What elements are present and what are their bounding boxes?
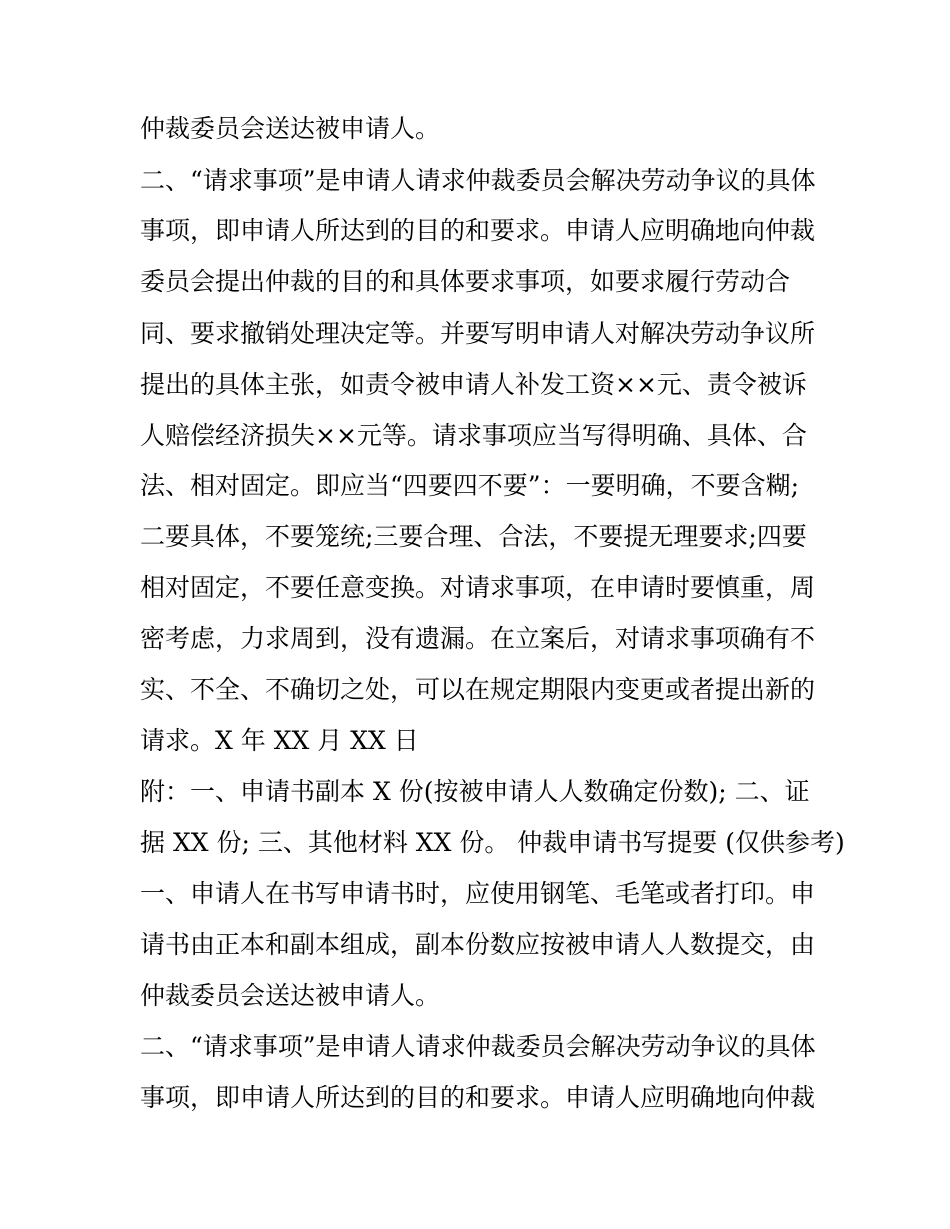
text-line: 同、要求撤销处理决定等。并要写明申请人对解决劳动争议所 <box>140 319 816 348</box>
text-line: 二、“请求事项”是申请人请求仲裁委员会解决劳动争议的具体 <box>140 1032 816 1061</box>
text-line: 实、不全、不确切之处，可以在规定期限内变更或者提出新的 <box>140 675 816 704</box>
text-line: 人赔偿经济损失××元等。请求事项应当写得明确、具体、合 <box>140 421 807 450</box>
text-line: 委员会提出仲裁的目的和具体要求事项，如要求履行劳动合 <box>140 267 791 296</box>
text-line: 据 XX 份; 三、其他材料 XX 份。 仲裁申请书写提要 (仅供参考) <box>140 828 845 857</box>
text-line: 仲裁委员会送达被申请人。 <box>140 114 441 143</box>
text-line: 仲裁委员会送达被申请人。 <box>140 981 441 1010</box>
text-line: 事项，即申请人所达到的目的和要求。申请人应明确地向仲裁 <box>140 216 816 245</box>
text-line: 请求。X 年 XX 月 XX 日 <box>140 726 419 755</box>
text-line: 事项，即申请人所达到的目的和要求。申请人应明确地向仲裁 <box>140 1083 816 1112</box>
text-line: 法、相对固定。即应当“四要四不要”：一要明确，不要含糊; <box>140 471 799 500</box>
text-line: 附：一、申请书副本 X 份(按被申请人人数确定份数); 二、证 <box>140 777 810 806</box>
text-line: 提出的具体主张，如责令被申请人补发工资××元、责令被诉 <box>140 370 807 399</box>
text-line: 密考虑，力求周到，没有遗漏。在立案后，对请求事项确有不 <box>140 624 816 653</box>
text-line: 二、“请求事项”是申请人请求仲裁委员会解决劳动争议的具体 <box>140 166 816 195</box>
text-line: 二要具体，不要笼统;三要合理、合法，不要提无理要求;四要 <box>140 522 807 551</box>
text-line: 一、申请人在书写申请书时，应使用钢笔、毛笔或者打印。申 <box>140 879 816 908</box>
text-line: 请书由正本和副本组成，副本份数应按被申请人人数提交，由 <box>140 930 816 959</box>
text-line: 相对固定，不要任意变换。对请求事项，在申请时要慎重，周 <box>140 573 816 602</box>
